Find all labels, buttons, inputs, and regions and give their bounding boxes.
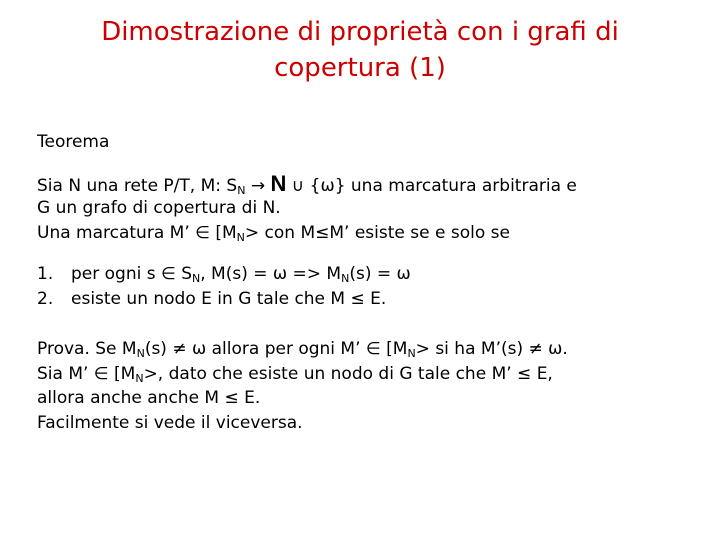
condition-1-text-c: (s) = ω (349, 264, 411, 284)
subscript-n: N (407, 347, 416, 360)
proof-line-2-text-b: >, dato che esiste un nodo di G tale che M’ ≤ E, (143, 363, 553, 384)
proof-line-2-text-a: Sia M’ ∈ [M (37, 363, 136, 384)
theorem-line-1-text-b: ∪ {ω} una marcatura arbitraria e (286, 175, 577, 196)
proof-line-1-text-c: > si ha M’(s) ≠ ω. (415, 339, 568, 359)
theorem-line-3 (37, 221, 697, 246)
proof-line-2 (37, 362, 697, 387)
proof-line-1 (37, 337, 697, 362)
arrow-symbol: → (245, 175, 271, 196)
condition-1-text-a: per ogni s ∈ S (71, 264, 193, 284)
slide-title (0, 14, 720, 86)
condition-1-text-b: , M(s) = ω => M (200, 264, 342, 284)
proof-line-4: Facilmente si vede il viceversa. (37, 412, 303, 433)
title-line-2: copertura (1) (274, 53, 446, 83)
theorem-line-1 (37, 172, 697, 197)
theorem-line-1-text-a: Sia N una rete P/T, M: S (37, 175, 238, 196)
condition-2-number: 2. (37, 288, 54, 309)
title-line-1: Dimostrazione di proprietà con i grafi di (101, 17, 619, 47)
subscript-n: N (192, 272, 201, 285)
condition-2 (37, 287, 697, 312)
theorem-line-3-text-b: > con M≤M’ esiste se e solo se (244, 222, 510, 243)
subscript-n: N (135, 371, 144, 385)
slide-body (37, 130, 697, 435)
condition-1 (37, 262, 697, 287)
condition-1-number: 1. (37, 264, 54, 284)
condition-2-text: esiste un nodo E in G tale che M ≤ E. (71, 288, 387, 309)
proof-line-3: allora anche anche M ≤ E. (37, 388, 261, 408)
proof-line-1-text-b: (s) ≠ ω allora per ogni M’ ∈ [M (144, 339, 408, 359)
theorem-heading: Teorema (37, 132, 110, 152)
naturals-symbol: N (270, 170, 287, 196)
theorem-line-2: G un grafo di copertura di N. (37, 198, 281, 218)
proof-line-1-text-a: Prova. Se M (37, 339, 137, 359)
subscript-n: N (136, 347, 145, 360)
subscript-n: N (237, 183, 246, 197)
subscript-n: N (341, 272, 350, 285)
subscript-n: N (236, 230, 245, 244)
theorem-line-3-text-a: Una marcatura M’ ∈ [M (37, 222, 237, 243)
